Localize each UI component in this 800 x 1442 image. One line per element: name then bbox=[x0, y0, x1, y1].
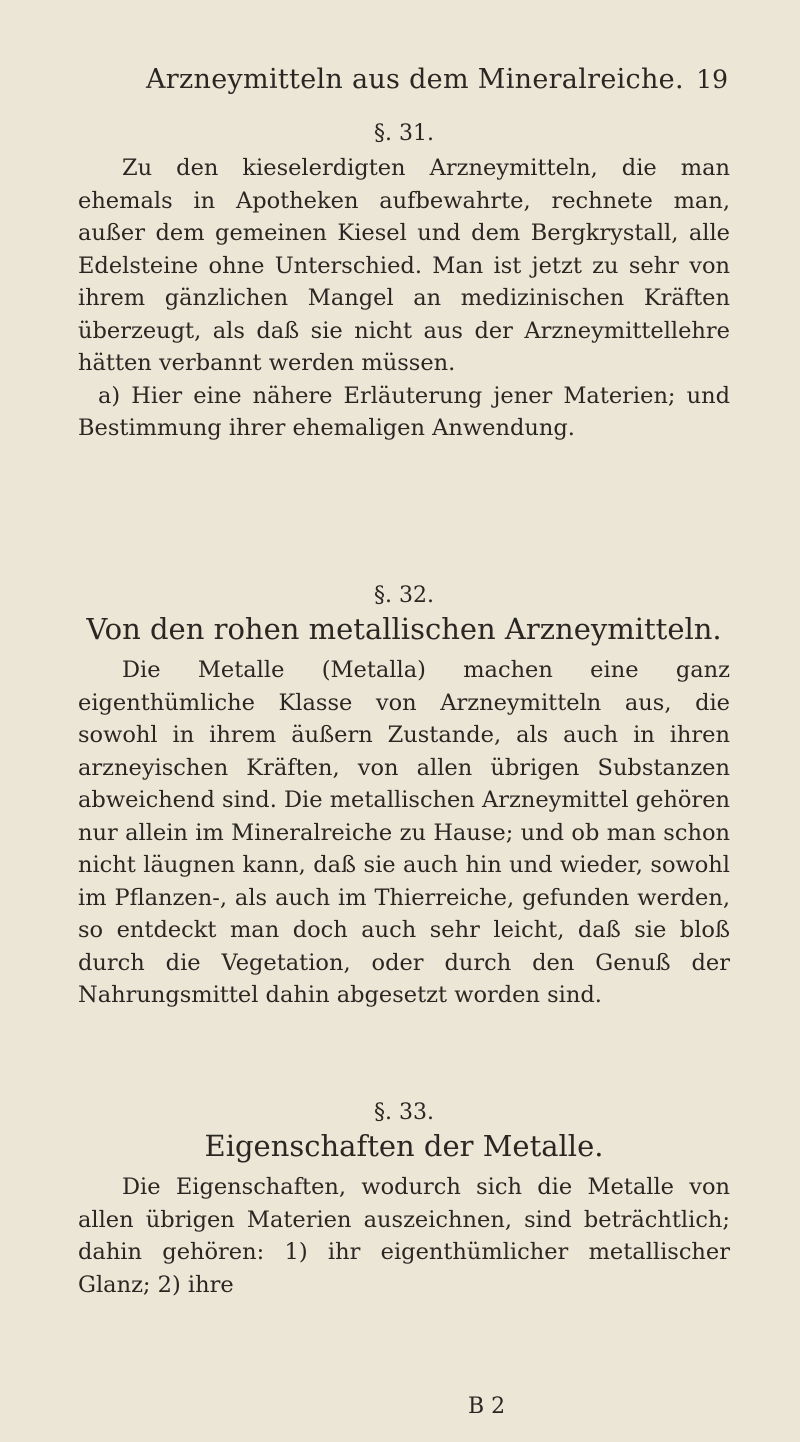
page-number: 19 bbox=[696, 65, 728, 94]
paragraph: Zu den kieselerdigten Arzneymitteln, die man ehemals in Apotheken aufbewahrte, rechnete man, außer dem gemeinen Kiesel und dem Bergkrystall, alle Edelsteine ohne Unterschied. Man ist jetzt zu sehr von ihrem gänzlichen Mangel an medizinischen Kräften überzeugt, als daß sie nicht aus der Arzneymittellehre hätten verbannt werden müssen. bbox=[78, 155, 730, 376]
printer-signature: B 2 bbox=[468, 1394, 506, 1419]
section-32 bbox=[78, 583, 730, 1012]
note-paragraph: a) Hier eine nähere Erläuterung jener Materien; und Bestimmung ihrer ehemaligen Anwendung. bbox=[78, 382, 730, 441]
section-33 bbox=[78, 1100, 730, 1301]
paragraph: Die Metalle (Metalla) machen eine ganz eigenthümliche Klasse von Arzneymitteln aus, die sowohl in ihrem äußern Zustande, als auch in ihren arzneyischen Kräften, von allen übrigen Substanzen abweichend sind. Die metallischen Arzneymittel gehören nur allein im Mineralreiche zu Hause; und ob man schon nicht läugnen kann, daß sie auch hin und wieder, sowohl im Pflanzen-, als auch im Thierreiche, gefunden werden, so entdeckt man doch auch sehr leicht, daß sie bloß durch die Vegetation, oder durch den Genuß der Nahrungsmittel dahin abgesetzt worden sind. bbox=[78, 657, 730, 1008]
section-number: §. 32. bbox=[374, 583, 434, 608]
section-title: Eigenschaften der Metalle. bbox=[204, 1129, 604, 1163]
section-number: §. 31. bbox=[374, 121, 434, 146]
page-header bbox=[118, 64, 728, 95]
running-head: Arzneymitteln aus dem Mineralreiche. bbox=[146, 64, 684, 95]
section-number: §. 33. bbox=[374, 1100, 434, 1125]
section-title: Von den rohen metallischen Arzneymitteln. bbox=[86, 612, 722, 646]
section-31 bbox=[78, 121, 730, 445]
paragraph: Die Eigenschaften, wodurch sich die Metalle von allen übrigen Materien auszeichnen, sind beträchtlich; dahin gehören: 1) ihr eigenthümlicher metallischer Glanz; 2) ihre bbox=[78, 1174, 730, 1298]
